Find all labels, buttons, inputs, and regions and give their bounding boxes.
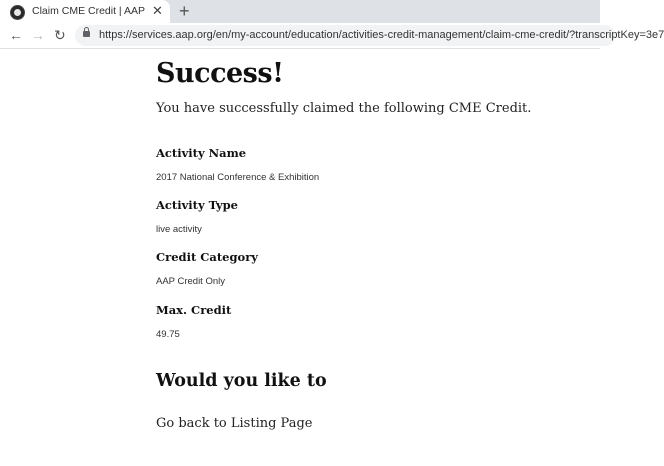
- activity-name-label: Activity Name: [156, 146, 247, 160]
- forward-arrow-icon[interactable]: →: [31, 27, 45, 43]
- activity-name-value: 2017 National Conference & Exhibition: [156, 172, 320, 183]
- reload-icon[interactable]: ↻: [54, 27, 66, 43]
- credit-category-label: Credit Category: [156, 250, 258, 264]
- lock-icon: [83, 31, 90, 37]
- activity-type-label: Activity Type: [156, 198, 238, 212]
- success-message: You have successfully claimed the following CME Credit.: [156, 101, 532, 116]
- browser-tab[interactable]: [0, 0, 170, 23]
- activity-type-value: live activity: [156, 224, 202, 235]
- tab-title: Claim CME Credit | AAP: [32, 5, 146, 17]
- url-text[interactable]: https://services.aap.org/en/my-account/education/activities-credit-management/claim-cme-credit/?transcriptKey=3e7: [99, 29, 664, 41]
- address-bar[interactable]: [75, 25, 664, 46]
- credit-category-value: AAP Credit Only: [156, 276, 225, 287]
- aap-favicon-icon: [10, 5, 25, 20]
- max-credit-value: 49.75: [156, 329, 180, 340]
- page-title: Success!: [156, 58, 284, 89]
- max-credit-label: Max. Credit: [156, 303, 232, 317]
- back-to-listing-link[interactable]: Go back to Listing Page: [156, 416, 313, 431]
- new-tab-icon[interactable]: +: [179, 1, 190, 21]
- back-arrow-icon[interactable]: ←: [9, 27, 23, 43]
- close-tab-icon[interactable]: ✕: [152, 3, 163, 18]
- tab-strip: [0, 0, 600, 23]
- browser-toolbar: [0, 23, 664, 49]
- next-steps-heading: Would you like to: [156, 371, 327, 391]
